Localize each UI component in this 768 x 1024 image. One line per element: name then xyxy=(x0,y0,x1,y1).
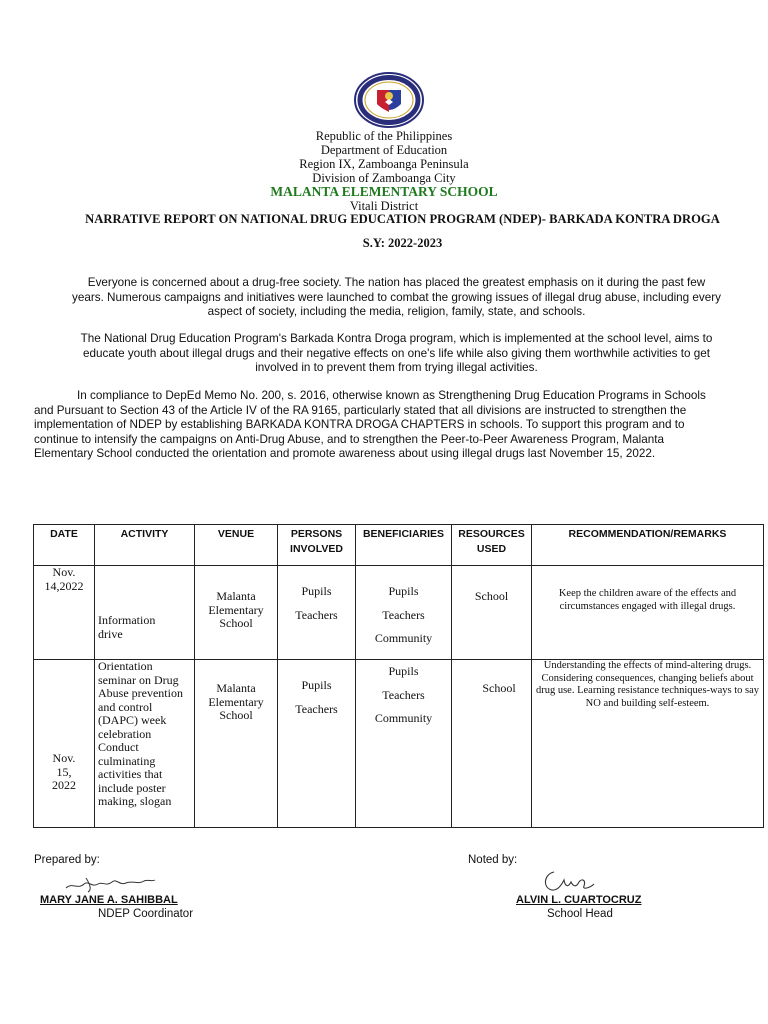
cell-date xyxy=(34,660,95,828)
header-date: DATE xyxy=(34,525,95,566)
date-line: Nov. xyxy=(52,751,76,765)
header-persons-l1: PERSONS xyxy=(290,528,343,540)
beneficiaries-line: Teachers xyxy=(382,687,425,702)
venue-line: School xyxy=(219,708,253,722)
cell-persons xyxy=(278,566,356,660)
cell-persons xyxy=(278,660,356,828)
cell-venue xyxy=(195,566,278,660)
persons-line: Teachers xyxy=(295,607,338,622)
cell-date xyxy=(34,566,95,660)
venue-line: Elementary xyxy=(208,694,264,709)
table-row xyxy=(34,660,764,828)
header-republic: Republic of the Philippines xyxy=(315,129,453,143)
venue-line: Elementary xyxy=(208,602,264,617)
noted-by-role: School Head xyxy=(547,908,613,920)
table-header-row xyxy=(34,525,764,566)
header-region: Region IX, Zamboanga Peninsula xyxy=(299,157,469,171)
table-row xyxy=(34,566,764,660)
date-line: 2022 xyxy=(52,778,76,792)
prepared-signature xyxy=(62,870,158,896)
cell-beneficiaries xyxy=(356,566,452,660)
prepared-by-name: MARY JANE A. SAHIBBAL xyxy=(40,894,178,906)
paragraph-3-line: implementation of NDEP by establishing BARKADA KONTRA DROGA CHAPTERS in schools. To support this program and to xyxy=(34,418,685,432)
venue-line: School xyxy=(219,616,253,630)
header-division: Division of Zamboanga City xyxy=(312,171,456,185)
beneficiaries-line: Pupils xyxy=(388,584,419,598)
header-activity: ACTIVITY xyxy=(95,525,195,566)
date-line: Nov. xyxy=(52,565,76,579)
district-name: Vitali District xyxy=(349,199,419,213)
cell-venue xyxy=(195,660,278,828)
paragraph-3-line: continue to intensify the campaigns on Anti-Drug Abuse, and to strengthen the Peer-to-Peer Awareness Program, Malanta xyxy=(34,432,664,446)
persons-line: Pupils xyxy=(301,584,332,598)
cell-resources: School xyxy=(452,660,532,828)
beneficiaries-line: Community xyxy=(374,631,433,645)
date-line: 15, xyxy=(56,764,72,779)
activity-line: Information xyxy=(98,613,156,627)
cell-activity xyxy=(95,566,195,660)
header-resources-l1: RESOURCES xyxy=(458,528,525,540)
cell-beneficiaries xyxy=(356,660,452,828)
persons-line: Teachers xyxy=(295,701,338,716)
school-name: MALANTA ELEMENTARY SCHOOL xyxy=(270,184,498,199)
cell-remarks: Understanding the effects of mind-altering drugs. Considering consequences, changing beliefs about drug use. Learning resistance techniques-ways to say NO and building self-esteem. xyxy=(532,660,764,828)
header-beneficiaries: BENEFICIARIES xyxy=(356,525,452,566)
deped-seal-icon xyxy=(353,72,425,128)
cell-remarks: Keep the children aware of the effects and circumstances engaged with illegal drugs. xyxy=(532,566,764,660)
prepared-by-label: Prepared by: xyxy=(34,854,100,866)
venue-line: Malanta xyxy=(216,589,256,603)
beneficiaries-line: Teachers xyxy=(382,607,425,622)
beneficiaries-line: Community xyxy=(374,711,433,725)
activity-table xyxy=(33,524,764,828)
noted-by-label: Noted by: xyxy=(468,854,518,866)
header-persons xyxy=(278,525,356,566)
school-year: S.Y: 2022-2023 xyxy=(362,236,443,250)
paragraph-2-line: involved in to prevent them from trying illegal activities. xyxy=(255,361,538,375)
noted-by-name: ALVIN L. CUARTOCRUZ xyxy=(516,894,642,906)
paragraph-3 xyxy=(34,389,759,462)
header-resources xyxy=(452,525,532,566)
paragraph-2 xyxy=(34,332,759,376)
noted-signature xyxy=(538,866,598,896)
header-persons-l2: INVOLVED xyxy=(290,543,343,555)
paragraph-1 xyxy=(34,276,759,320)
paragraph-2-line: The National Drug Education Program's Barkada Kontra Droga program, which is implemented at the school level, aims to xyxy=(80,332,713,345)
paragraph-3-line: and Pursuant to Section 43 of the Article IV of the RA 9165, particularly stated that all divisions are instructed to strengthen the xyxy=(34,403,687,417)
cell-activity: Orientation seminar on Drug Abuse prevention and control (DAPC) week celebration Conduct culminating activities that include poster making, slogan xyxy=(95,660,195,828)
paragraph-1-line: years. Numerous campaigns and initiatives were launched to combat the growing issues of illegal drug abuse, including every xyxy=(71,290,721,304)
cell-resources: School xyxy=(452,566,532,660)
report-title: NARRATIVE REPORT ON NATIONAL DRUG EDUCATION PROGRAM (NDEP)- BARKADA KONTRA DROGA xyxy=(85,212,720,226)
header-venue: VENUE xyxy=(195,525,278,566)
activity-line: drive xyxy=(98,626,123,641)
paragraph-3-line: In compliance to DepEd Memo No. 200, s. 2016, otherwise known as Strengthening Drug Education Programs in Schools xyxy=(77,389,706,402)
paragraph-3-line: Elementary School conducted the orientation and promote awareness about using illegal drugs last November 15, 2022. xyxy=(34,447,656,461)
paragraph-1-line: aspect of society, including the media, religion, family, state, and schools. xyxy=(207,305,586,319)
paragraph-2-line: educate youth about illegal drugs and their negative effects on one's life while also giving them worthwhile activities to get xyxy=(82,346,711,360)
header-resources-l2: USED xyxy=(476,543,507,555)
header-remarks: RECOMMENDATION/REMARKS xyxy=(532,525,764,566)
beneficiaries-line: Pupils xyxy=(388,664,419,678)
header-department: Department of Education xyxy=(320,143,448,157)
venue-line: Malanta xyxy=(216,681,256,695)
date-line: 14,2022 xyxy=(44,578,84,593)
prepared-by-role: NDEP Coordinator xyxy=(98,908,194,920)
paragraph-1-line: Everyone is concerned about a drug-free society. The nation has placed the greatest emphasis on it during the past few xyxy=(87,276,706,289)
persons-line: Pupils xyxy=(301,678,332,692)
